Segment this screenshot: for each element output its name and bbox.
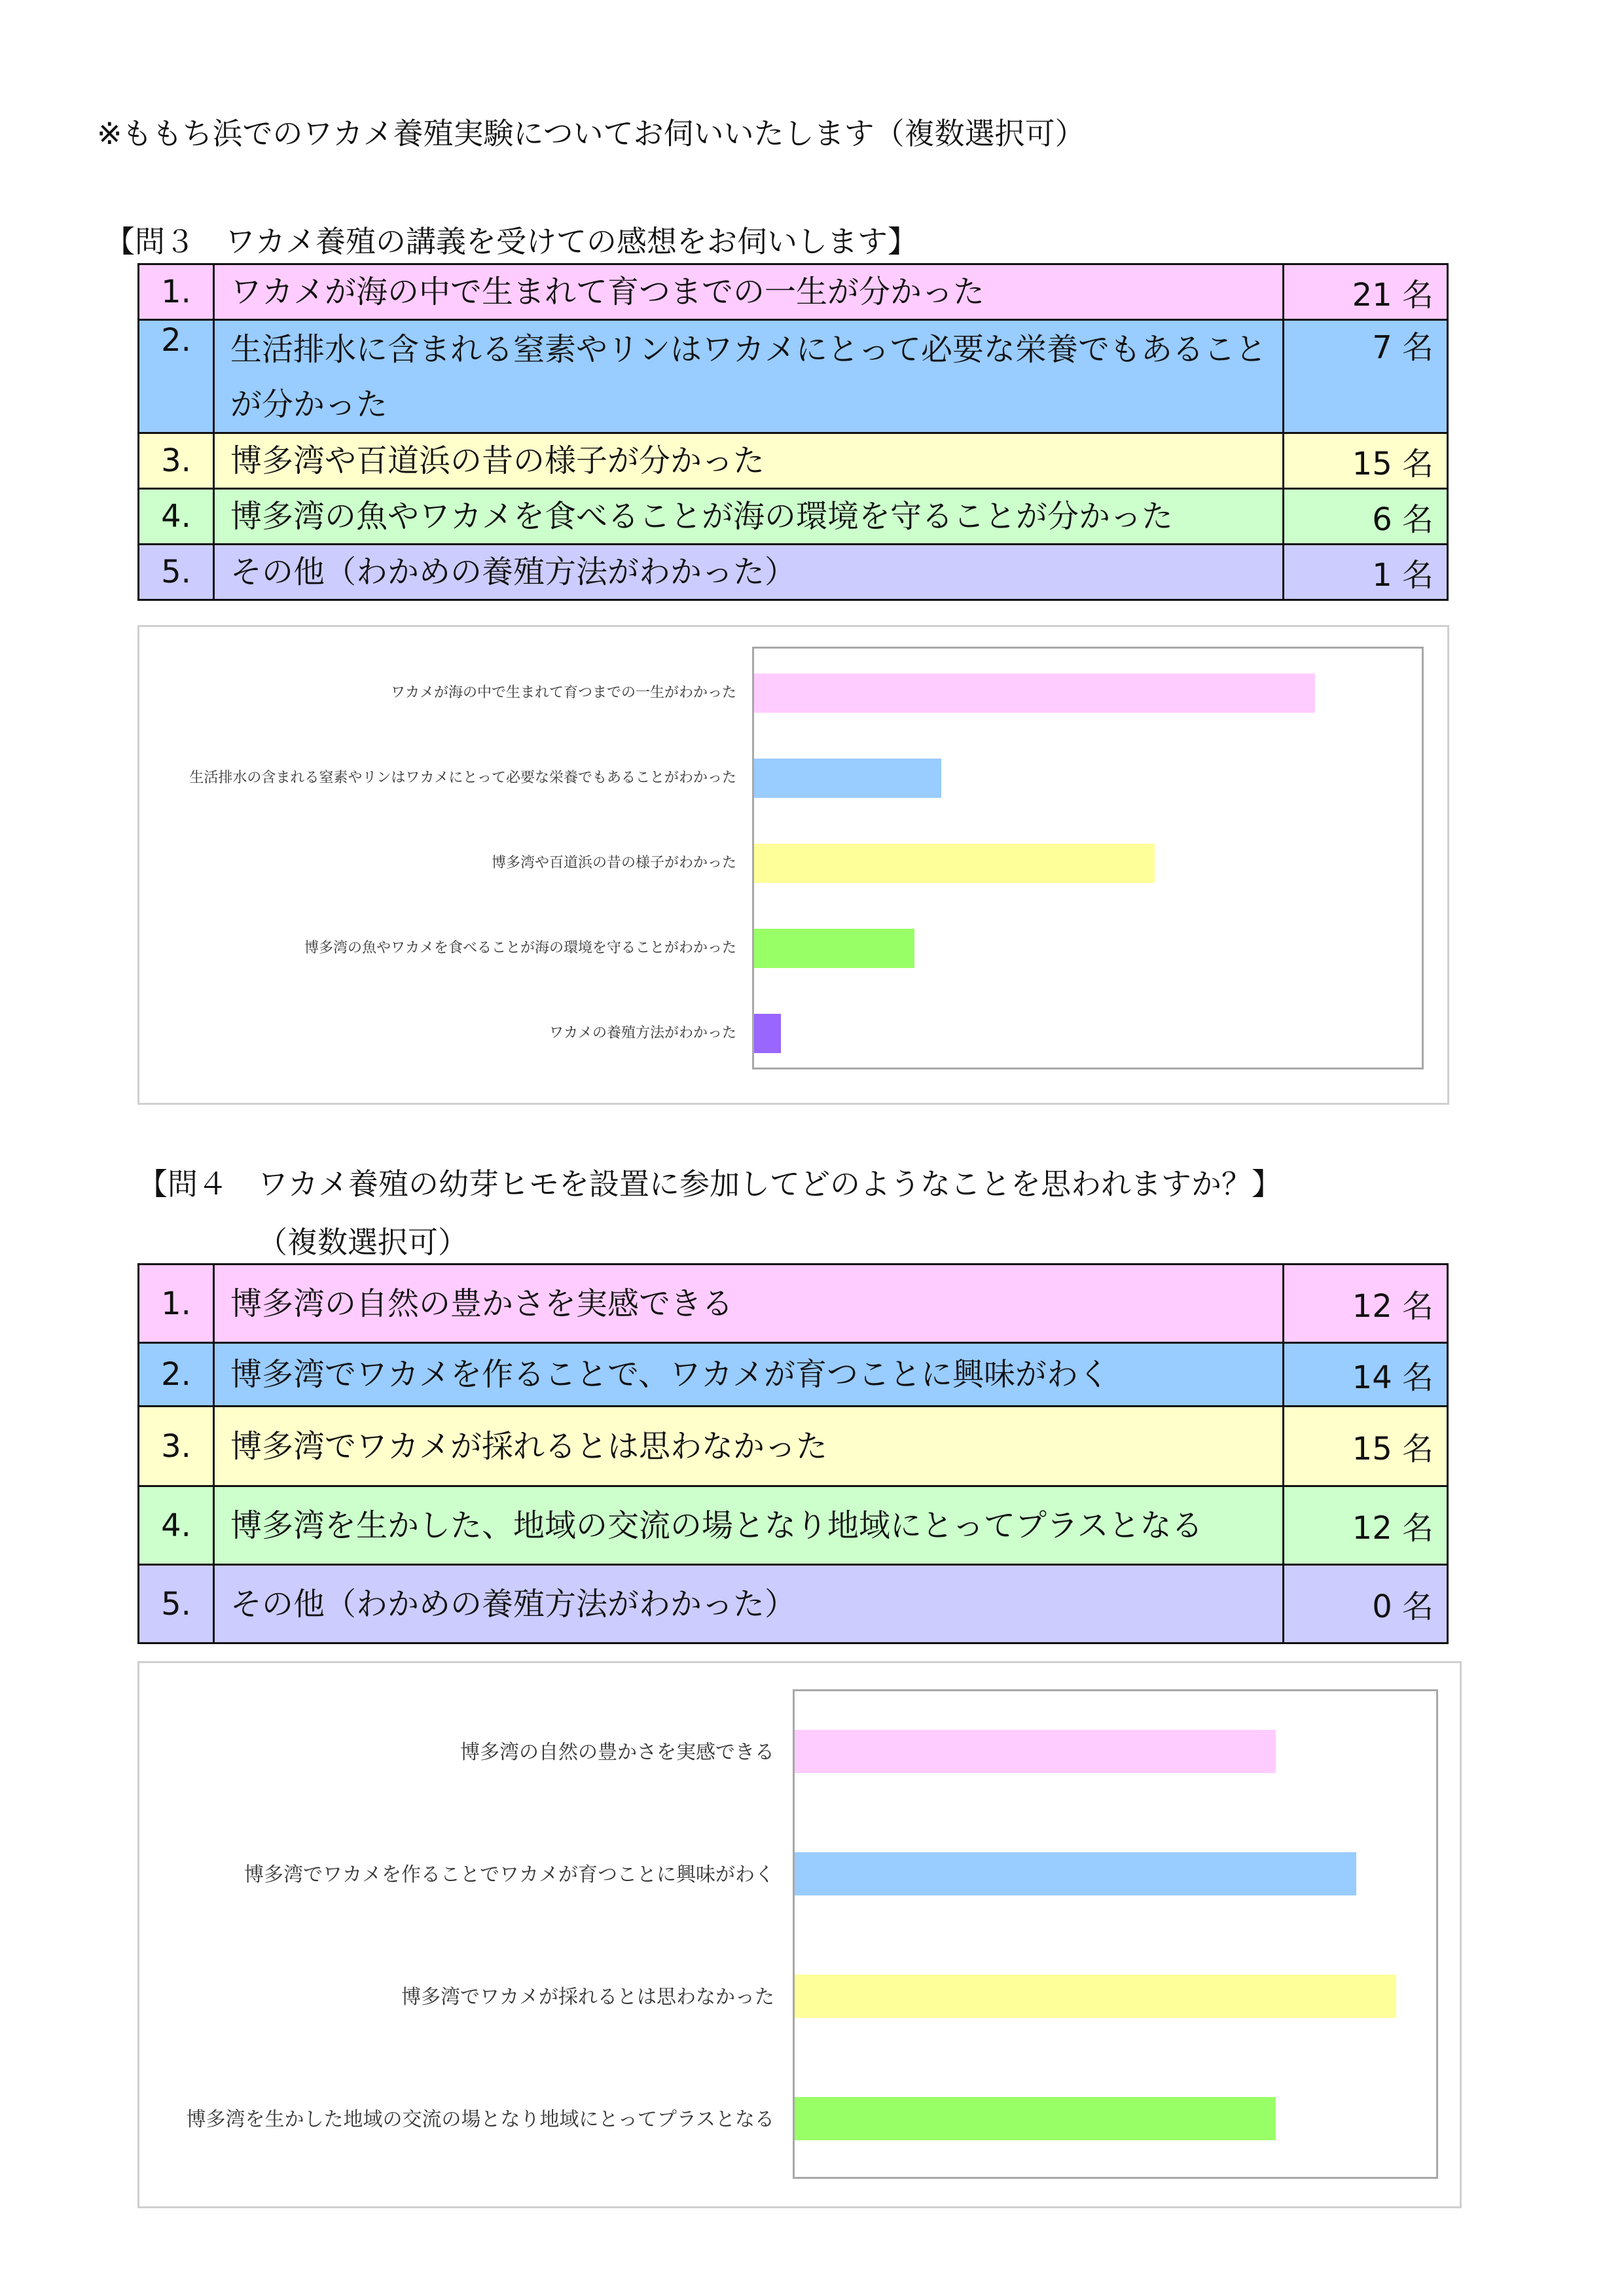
- row-number: 5.: [139, 1565, 214, 1643]
- row-number: 4.: [139, 489, 214, 545]
- q4-title: 【問４ ワカメ養殖の幼芽ヒモを設置に参加してどのようなことを思われますか？】: [137, 1166, 1282, 1202]
- chart-category-label: 生活排水の含まれる窒素やリンはワカメにとって必要な栄養でもあることがわかった: [189, 769, 736, 786]
- q3-plot-area: [752, 647, 1424, 1069]
- chart-bar: [754, 759, 941, 798]
- row-number: 3.: [139, 433, 214, 489]
- chart-category-label: ワカメが海の中で生まれて育つまでの一生がわかった: [390, 684, 736, 701]
- row-count: 1 名: [1284, 545, 1448, 600]
- chart-bar: [754, 844, 1155, 883]
- chart-bar: [795, 1975, 1396, 2018]
- row-number: 4.: [139, 1486, 214, 1565]
- chart-bar: [754, 1014, 781, 1053]
- row-count: 15 名: [1284, 433, 1448, 489]
- chart-category-label: 博多湾を生かした地域の交流の場となり地域にとってプラスとなる: [186, 2108, 774, 2131]
- q3-title: 【問３ ワカメ養殖の講義を受けての感想をお伺いします】: [105, 224, 918, 259]
- chart-category-label: 博多湾の自然の豊かさを実感できる: [460, 1741, 774, 1764]
- row-count: 12 名: [1284, 1486, 1448, 1565]
- row-number: 2.: [139, 320, 214, 433]
- row-number: 1.: [139, 264, 214, 320]
- table-row: [139, 1265, 1448, 1343]
- chart-bar: [754, 929, 914, 968]
- row-text: 生活排水に含まれる窒素やリンはワカメにとって必要な栄養でもあることが分かった: [214, 320, 1284, 433]
- row-number: 1.: [139, 1265, 214, 1343]
- chart-category-label: 博多湾の魚やワカメを食べることが海の環境を守ることがわかった: [304, 939, 736, 956]
- q4-plot-area: [793, 1689, 1438, 2179]
- chart-bar: [754, 673, 1315, 713]
- row-number: 5.: [139, 545, 214, 600]
- row-number: 3.: [139, 1407, 214, 1486]
- table-row: [139, 1343, 1448, 1407]
- row-text: 博多湾の魚やワカメを食べることが海の環境を守ることが分かった: [214, 489, 1284, 545]
- row-text: 博多湾や百道浜の昔の様子が分かった: [214, 433, 1284, 489]
- row-count: 12 名: [1284, 1265, 1448, 1343]
- chart-bar: [795, 1852, 1356, 1895]
- row-count: 0 名: [1284, 1565, 1448, 1643]
- table-row: [139, 489, 1448, 545]
- chart-bar: [795, 1730, 1276, 1773]
- row-text: その他（わかめの養殖方法がわかった）: [214, 1565, 1284, 1643]
- row-count: 21 名: [1284, 264, 1448, 320]
- row-text: ワカメが海の中で生まれて育つまでの一生が分かった: [214, 264, 1284, 320]
- chart-category-label: 博多湾でワカメが採れるとは思わなかった: [401, 1986, 774, 2009]
- q4-chart: [137, 1661, 1462, 2208]
- row-text: 博多湾でワカメが採れるとは思わなかった: [214, 1407, 1284, 1486]
- q4-subtitle: （複数選択可）: [257, 1225, 468, 1260]
- row-text: 博多湾を生かした、地域の交流の場となり地域にとってプラスとなる: [214, 1486, 1284, 1565]
- row-count: 15 名: [1284, 1407, 1448, 1486]
- table-row: [139, 545, 1448, 600]
- table-row: [139, 1565, 1448, 1643]
- chart-category-label: 博多湾や百道浜の昔の様子がわかった: [491, 854, 736, 871]
- chart-bar: [795, 2097, 1276, 2140]
- row-text: その他（わかめの養殖方法がわかった）: [214, 545, 1284, 600]
- row-text: 博多湾でワカメを作ることで、ワカメが育つことに興味がわく: [214, 1343, 1284, 1407]
- q4-table: [137, 1263, 1449, 1644]
- q3-table: [137, 263, 1449, 601]
- table-row: [139, 1486, 1448, 1565]
- q3-chart: [137, 625, 1449, 1105]
- table-row: [139, 1407, 1448, 1486]
- table-row: [139, 433, 1448, 489]
- chart-category-label: ワカメの養殖方法がわかった: [549, 1024, 736, 1041]
- table-row: [139, 264, 1448, 320]
- row-count: 14 名: [1284, 1343, 1448, 1407]
- table-row: [139, 320, 1448, 433]
- row-count: 6 名: [1284, 489, 1448, 545]
- row-number: 2.: [139, 1343, 214, 1407]
- intro-text: ※ももち浜でのワカメ養殖実験についてお伺いいたします（複数選択可）: [97, 116, 1085, 151]
- row-count: 7 名: [1284, 320, 1448, 433]
- chart-category-label: 博多湾でワカメを作ることでワカメが育つことに興味がわく: [244, 1863, 774, 1886]
- row-text: 博多湾の自然の豊かさを実感できる: [214, 1265, 1284, 1343]
